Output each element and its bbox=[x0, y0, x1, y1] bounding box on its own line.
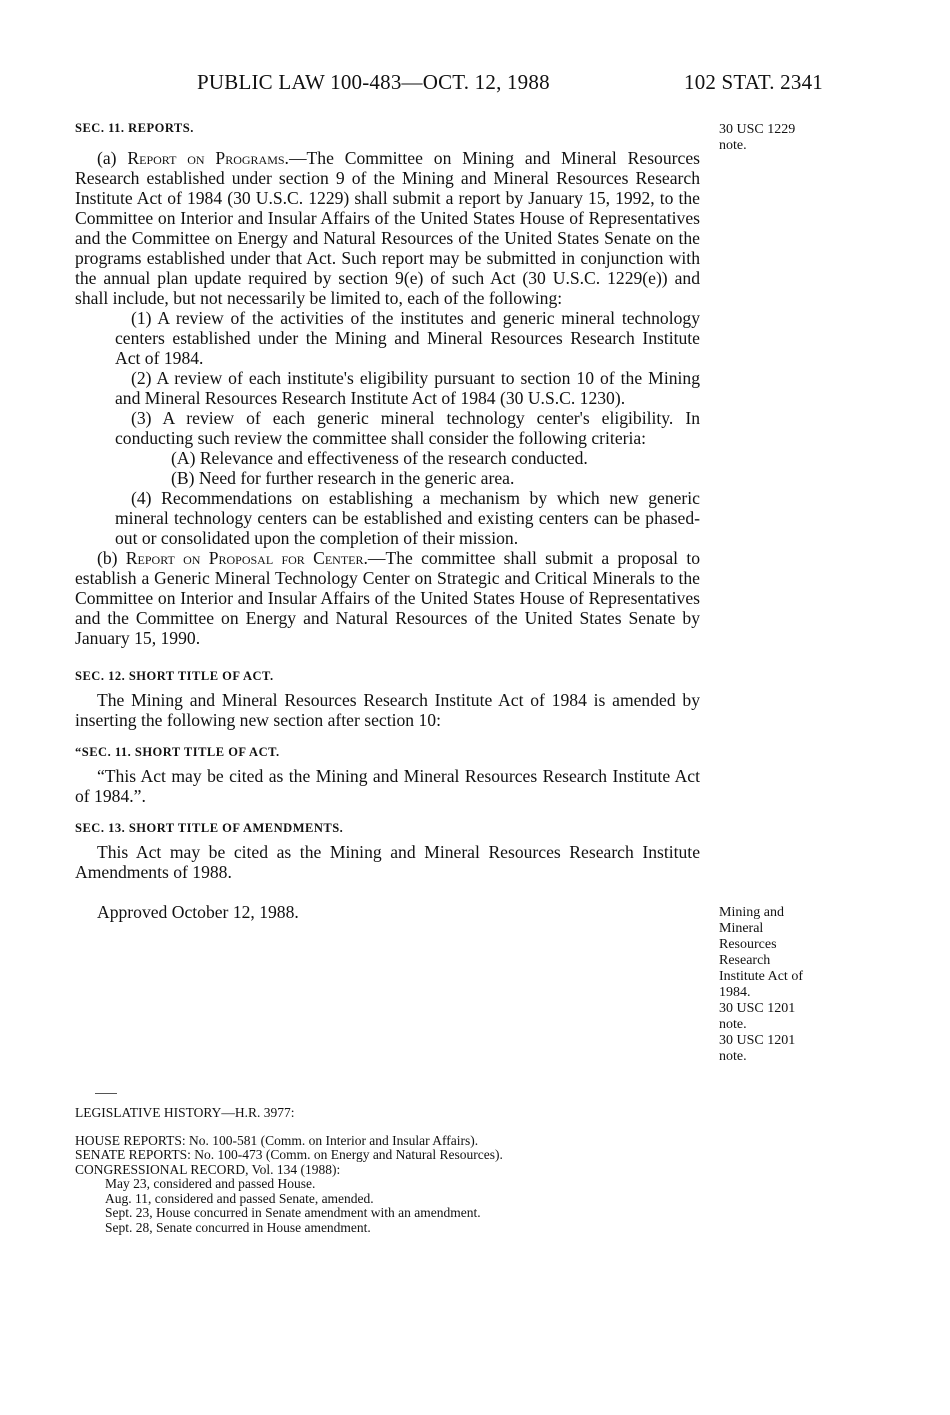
section-11-item-3a: (A) Relevance and effectiveness of the research conducted. bbox=[171, 448, 588, 468]
approval-date: Approved October 12, 1988. bbox=[97, 902, 299, 922]
document-body bbox=[75, 120, 700, 922]
page-header-title: PUBLIC LAW 100-483—OCT. 12, 1988 bbox=[197, 70, 550, 94]
section-12-heading: SEC. 12. SHORT TITLE OF ACT. bbox=[75, 669, 274, 683]
history-event: Sept. 23, House concurred in Senate amendment with an amendment. bbox=[105, 1205, 481, 1220]
history-event: May 23, considered and passed House. bbox=[105, 1176, 316, 1191]
section-12-inner-heading: “SEC. 11. SHORT TITLE OF ACT. bbox=[75, 745, 280, 759]
section-13-heading: SEC. 13. SHORT TITLE OF AMENDMENTS. bbox=[75, 821, 344, 835]
section-11-a: (a) Report on Programs.—The Committee on Mining and Mineral Resources Research established under section 9 of the Mining and Mineral Resources Research Institute Act of 1984 (30 U.S.C. 1229) shall submit a report by January 15, 1992, to the Committee on Interior and Insular Affairs of the United States House of Representatives and the Committee on Energy and Natural Resources of the United States Senate on the programs established under that Act. Such report may be submitted in conjunction with the annual plan update required by section 9(e) of such Act (30 U.S.C. 1229(e)) and shall include, but not necessarily be limited to, each of the following: bbox=[75, 148, 700, 308]
house-reports: HOUSE REPORTS: No. 100-581 (Comm. on Interior and Insular Affairs). bbox=[75, 1132, 479, 1148]
section-11-item-2: (2) A review of each institute's eligibility pursuant to section 10 of the Mining and Mineral Resources Research Institute Act of 1984 (30 U.S.C. 1230). bbox=[115, 368, 700, 408]
margin-note-sec11: 30 USC 1229 note. bbox=[719, 122, 796, 153]
section-12-text: The Mining and Mineral Resources Research Institute Act of 1984 is amended by inserting the following new section after section 10: bbox=[75, 690, 700, 730]
congressional-record: CONGRESSIONAL RECORD, Vol. 134 (1988): bbox=[75, 1161, 341, 1177]
history-event: Sept. 28, Senate concurred in House amendment. bbox=[105, 1219, 371, 1235]
section-11-item-1: (1) A review of the activities of the institutes and generic mineral technology centers established under the Mining and Mineral Resources Research Institute Act of 1984. bbox=[115, 308, 700, 368]
legislative-history bbox=[75, 1106, 715, 1235]
senate-reports: SENATE REPORTS: No. 100-473 (Comm. on Energy and Natural Resources). bbox=[75, 1147, 503, 1162]
page-header-stat: 102 STAT. 2341 bbox=[684, 70, 823, 94]
divider-rule bbox=[95, 1093, 117, 1094]
section-12-inner-text: “This Act may be cited as the Mining and Mineral Resources Research Institute Act of 1984.”. bbox=[75, 766, 700, 806]
section-11-item-4: (4) Recommendations on establishing a mechanism by which new generic mineral technology centers can be established and existing centers can be phased-out or consolidated upon the completion of their mission. bbox=[115, 488, 700, 548]
section-11-heading: SEC. 11. REPORTS. bbox=[75, 121, 194, 135]
section-13-text: This Act may be cited as the Mining and Mineral Resources Research Institute Amendments of 1988. bbox=[75, 842, 700, 882]
section-11-a-caption: Report on Programs. bbox=[127, 148, 289, 168]
margin-notes-sec12-13: Mining and Mineral Resources Research Institute Act of 1984. 30 USC 1201 note. 30 USC 1201 note. bbox=[719, 905, 803, 1064]
section-11-item-3: (3) A review of each generic mineral technology center's eligibility. In conducting such review the committee shall consider the following criteria: bbox=[115, 408, 700, 448]
section-11-item-3b: (B) Need for further research in the generic area. bbox=[171, 468, 515, 488]
history-event: Aug. 11, considered and passed Senate, amended. bbox=[105, 1190, 374, 1206]
legislative-history-title: LEGISLATIVE HISTORY—H.R. 3977: bbox=[75, 1105, 295, 1120]
section-11-b-caption: Report on Proposal for Center. bbox=[125, 548, 368, 568]
section-11-b: (b) Report on Proposal for Center.—The committee shall submit a proposal to establish a Generic Mineral Technology Center on Strategic and Critical Minerals to the Committee on Interior and Insular Affairs of the United States House of Representatives and the Committee on Energy and Natural Resources of the United States Senate by January 15, 1990. bbox=[75, 548, 701, 648]
